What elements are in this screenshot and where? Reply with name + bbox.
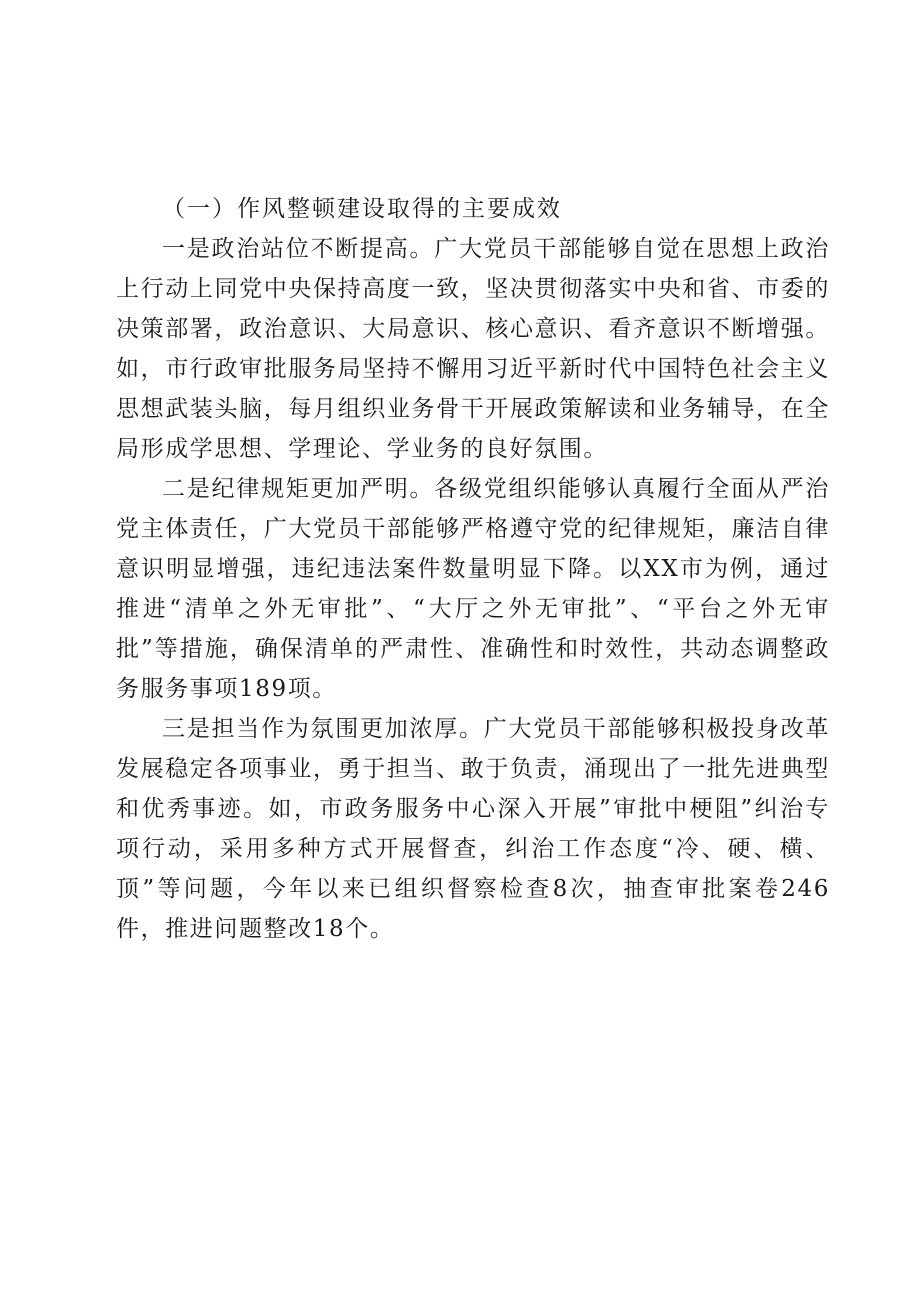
section-heading: （一）作风整顿建设取得的主要成效 — [162, 196, 562, 222]
paragraph-discipline: 二是纪律规矩更加严明。各级党组织能够认真履行全面从严治党主体责任，广大党员干部能够严格遵守党的纪律规矩，廉洁自律意识明显增强，违纪违法案件数量明显下降。以XX市为例，通过推进“清单之外无审批”、“大厅之外无审批”、“平台之外无审批”等措施，确保清单的严肃性、准确性和时效性，共动态调整政务服务事项189项。 — [116, 476, 830, 702]
paragraph-responsibility: 三是担当作为氛围更加浓厚。广大党员干部能够积极投身改革发展稳定各项事业，勇于担当、敢于负责，涌现出了一批先进典型和优秀事迹。如，市政务服务中心深入开展”审批中梗阻”纠治专项行动，采用多种方式开展督查，纠治工作态度“冷、硬、横、顶”等问题，今年以来已组织督察检查8次，抽查审批案卷246件，推进问题整改18个。 — [116, 716, 830, 942]
document-body — [116, 189, 830, 949]
paragraph-political-stance: 一是政治站位不断提高。广大党员干部能够自觉在思想上政治上行动上同党中央保持高度一致，坚决贯彻落实中央和省、市委的决策部署，政治意识、大局意识、核心意识、看齐意识不断增强。如，市行政审批服务局坚持不懈用习近平新时代中国特色社会主义思想武装头脑，每月组织业务骨干开展政策解读和业务辅导，在全局形成学思想、学理论、学业务的良好氛围。 — [116, 236, 830, 462]
